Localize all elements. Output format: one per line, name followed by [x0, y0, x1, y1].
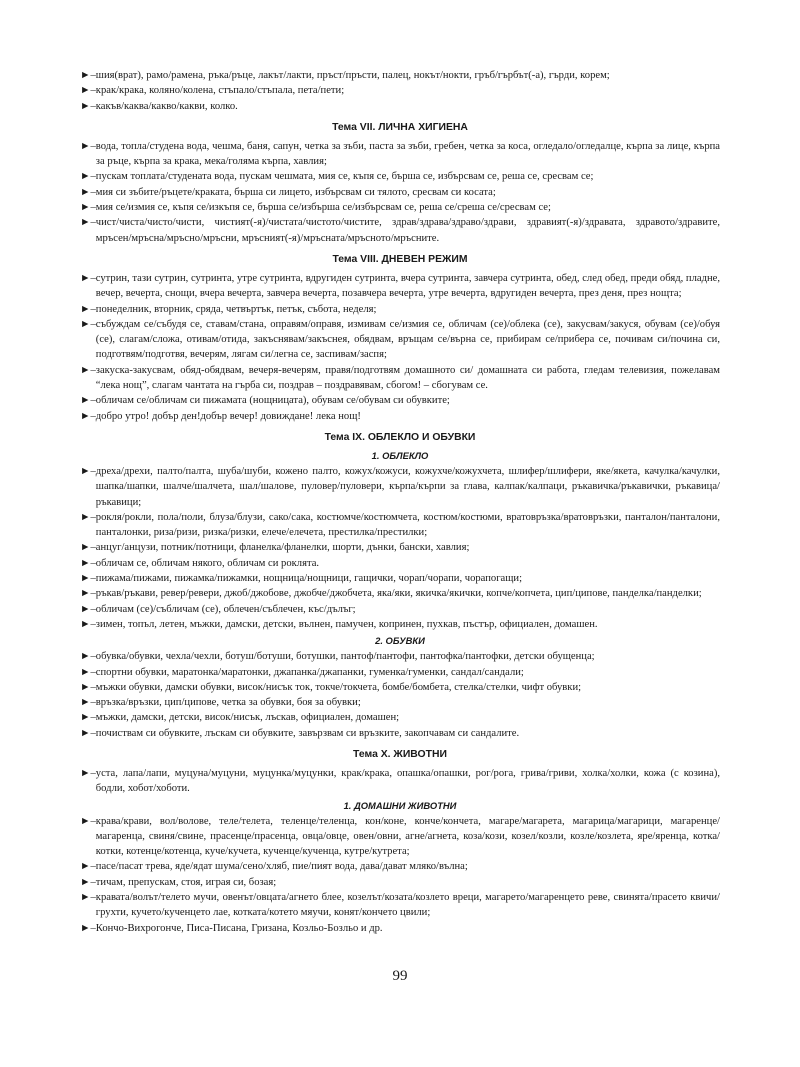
list-item-text: вода, топла/студена вода, чешма, баня, сапун, четка за зъби, паста за зъби, гребен, четка за коса, огледало/огледалце, кърпа за лице, кърпа за ръце, кърпа за крака, мека/голяма кърпа, хавлия;	[95, 140, 720, 168]
list-item	[80, 409, 720, 424]
list-item	[80, 215, 720, 246]
bullet-arrow-icon: ►–	[80, 318, 96, 330]
list-item	[80, 710, 720, 725]
list-item-text: мия се/измия се, къпя се/изкъпя се, бърша се/избърша се/избърсвам се, реша се/среша се/сресвам се;	[95, 202, 551, 214]
bullet-arrow-icon: ►–	[80, 70, 96, 81]
list-item	[80, 875, 720, 890]
bullet-arrow-icon: ►–	[80, 100, 96, 112]
list-item	[80, 393, 720, 408]
bullet-arrow-icon: ►–	[80, 697, 96, 709]
list-item	[80, 556, 720, 571]
list-item	[80, 571, 720, 586]
bullet-arrow-icon: ►–	[80, 876, 96, 888]
bullet-arrow-icon: ►–	[80, 767, 96, 779]
list-item-text: мия си зъбите/ръцете/краката, бърша си лицето, избърсвам си тялото, сресвам си косата;	[95, 186, 496, 198]
bullet-arrow-icon: ►–	[80, 364, 96, 376]
list-item	[80, 200, 720, 215]
list-item-text: зимен, топъл, летен, мъжки, дамски, детски, вълнен, памучен, копринен, пухкав, пъстър, официален, домашен.	[95, 618, 598, 630]
list-item-text: чист/чиста/чисто/чисти, чистият(-я)/чистата/чистото/чистите, здрав/здрава/здраво/здрави, здравият(-я)/здравата, здравото/здравите, мръсен/мръсна/мръсно/мръсни, мръсният(-я)/мръсната/мръсното/мръсните.	[95, 217, 720, 244]
list-item-text: събуждам се/събудя се, ставам/стана, оправям/оправя, измивам се/измия се, обличам (се)/облека (се), закусвам/закуся, обувам (се)/обуя (се), слагам/сложа, отивам/отида, закъснявам/закъснея, обядвам, връщам се/върна се, прибирам се/прибера се, почивам си/почина си, подготвям/подготвя, вечерям, лягам си/легна се, заспивам/заспя;	[95, 318, 720, 361]
bullet-arrow-icon: ►–	[80, 465, 96, 477]
list-item-text: крава/крави, вол/волове, теле/телета, теленце/теленца, кон/коне, конче/кончета, магаре/магарета, магарица/магарици, магаренце/магаренца, свиня/свине, прасенце/прасенца, овца/овце, овен/овни, агне/агнета, коза/кози, козел/козли, козле/козлета, яре/яренца, котка/котки, котенце/котенца, куче/кучета, кученце/кученца, кутре/кутрета;	[95, 815, 720, 858]
list-item-text: тичам, препускам, стоя, играя си, бозая;	[95, 876, 277, 888]
list-item	[80, 665, 720, 680]
bullet-arrow-icon: ►–	[80, 171, 96, 183]
bullet-arrow-icon: ►–	[80, 303, 96, 315]
bullet-arrow-icon: ►–	[80, 618, 96, 630]
section-heading: Тема X. ЖИВОТНИ	[353, 748, 447, 760]
bullet-arrow-icon: ►–	[80, 186, 96, 198]
list-item-text: пускам топлата/студената вода, пускам чешмата, мия се, къпя се, бърша се, избърсвам се, реша се, сресвам се;	[95, 171, 594, 183]
bullet-arrow-icon: ►–	[80, 588, 96, 600]
bullet-arrow-icon: ►–	[80, 542, 96, 554]
bullet-arrow-icon: ►–	[80, 410, 96, 422]
list-item-text: закуска-закусвам, обяд-обядвам, вечеря-вечерям, правя/подготвям домашното си/ домашната си работа, гледам телевизия, пожелавам “лека нощ”, слагам чантата на гърба си, поздрав – поздравявам, сбогом! – сбогувам се.	[95, 364, 720, 392]
list-item	[80, 169, 720, 184]
list-item	[80, 649, 720, 664]
list-item-text: сутрин, тази сутрин, сутринта, утре сутринта, вдругиден сутринта, вчера сутринта, завчера сутринта, обед, след обед, преди обяд, пладне, вечер, вечерта, снощи, вчера вечерта, завчера вечерта, позавчера вечерта, утре вечерта, вдругиден вечерта, през деня, през нощта;	[95, 272, 720, 300]
list-item	[80, 540, 720, 555]
bullet-arrow-icon: ►–	[80, 651, 96, 663]
bullet-arrow-icon: ►–	[80, 603, 96, 615]
list-item-text: какъв/каква/какво/какви, колко.	[95, 100, 238, 112]
bullet-arrow-icon: ►–	[80, 217, 96, 229]
bullet-arrow-icon: ►–	[80, 666, 96, 678]
page-content	[80, 68, 720, 936]
bullet-arrow-icon: ►–	[80, 85, 96, 97]
list-item	[80, 890, 720, 921]
list-item	[80, 921, 720, 936]
list-item	[80, 726, 720, 741]
list-item	[80, 602, 720, 617]
section-heading: Тема IX. ОБЛЕКЛО И ОБУВКИ	[324, 431, 476, 443]
page-number: 99	[392, 968, 408, 984]
bullet-arrow-icon: ►–	[80, 573, 96, 585]
list-item	[80, 464, 720, 510]
bullet-arrow-icon: ►–	[80, 892, 96, 904]
list-item-text: обувка/обувки, чехла/чехли, ботуш/ботуши, ботушки, пантоф/пантофи, пантофка/пантофки, детски обущенца;	[95, 651, 595, 663]
list-item-text: анцуг/анцузи, потник/потници, фланелка/фланелки, шорти, дънки, бански, хавлия;	[95, 542, 470, 554]
list-item-text: обличам се/обличам си пижамата (нощницата), обувам се/обувам си обувките;	[95, 395, 450, 407]
list-item	[80, 185, 720, 200]
list-item	[80, 617, 720, 632]
list-item	[80, 814, 720, 860]
bullet-arrow-icon: ►–	[80, 712, 96, 724]
list-item	[80, 317, 720, 363]
list-item-text: кравата/волът/телето мучи, овенът/овцата/агнето блее, козелът/козата/козлето вреци, магарето/магаренцето реве, свинята/прасето квичи/грухти, кучето/кученцето лае, котката/котето мяучи, конят/кончето цвили;	[95, 892, 720, 919]
list-item-text: уста, лапа/лапи, муцуна/муцуни, муцунка/муцунки, крак/крака, опашка/опашки, рог/рога, грива/гриви, холка/холки, кожа (с козина), бодли, хобот/хоботи.	[95, 767, 720, 795]
list-item-text: ръкав/ръкави, ревер/ревери, джоб/джобове, джобче/джобчета, яка/яки, якичка/якички, копче/копчета, цип/ципове, панделка/панделки;	[95, 588, 702, 600]
bullet-arrow-icon: ►–	[80, 272, 96, 284]
bullet-arrow-icon: ►–	[80, 202, 96, 214]
bullet-arrow-icon: ►–	[80, 727, 96, 739]
list-item	[80, 83, 720, 98]
section-heading: Тема VIII. ДНЕВЕН РЕЖИМ	[332, 253, 468, 265]
list-item-text: добро утро! добър ден!добър вечер! довиждане! лека нощ!	[95, 410, 361, 422]
section-subheading: 2. ОБУВКИ	[375, 635, 425, 647]
list-item-text: дреха/дрехи, палто/палта, шуба/шуби, кожено палто, кожух/кожуси, кожухче/кожухчета, шлифер/шлифери, яке/якета, качулка/качулки, шапка/шапки, шалче/шалчета, шал/шалове, пуловер/пуловери, кърпа/кърпи за глава, калпак/калпаци, ръкавичка/ръкавички, ръкавица/ръкавици;	[95, 465, 720, 508]
list-item	[80, 363, 720, 394]
list-item	[80, 695, 720, 710]
list-item	[80, 766, 720, 797]
bullet-arrow-icon: ►–	[80, 395, 96, 407]
list-item-text: мъжки, дамски, детски, висок/нисък, лъскав, официален, домашен;	[95, 712, 400, 724]
list-item-text: понеделник, вторник, сряда, четвъртък, петък, събота, неделя;	[95, 303, 377, 315]
list-item	[80, 586, 720, 601]
list-item-text: обличам се, обличам някого, обличам си роклята.	[95, 557, 320, 569]
list-item-text: мъжки обувки, дамски обувки, висок/нисък ток, токче/токчета, бомбе/бомбета, стелка/стелки, чифт обувки;	[95, 681, 582, 693]
list-item	[80, 680, 720, 695]
list-item	[80, 302, 720, 317]
list-item-text: крак/крака, коляно/колена, стъпало/стъпала, пета/пети;	[95, 85, 345, 97]
list-item-text: пасе/пасат трева, яде/ядат шума/сено/хляб, пие/пият вода, дава/дават мляко/вълна;	[95, 861, 468, 873]
section-subheading: 1. ОБЛЕКЛО	[371, 449, 429, 461]
list-item	[80, 859, 720, 874]
list-item	[80, 510, 720, 541]
bullet-arrow-icon: ►–	[80, 140, 96, 152]
list-item	[80, 139, 720, 170]
section-subheading: 1. ДОМАШНИ ЖИВОТНИ	[343, 799, 457, 811]
list-item-text: спортни обувки, маратонка/маратонки, джапанка/джапанки, гуменка/гуменки, сандал/сандали;	[95, 666, 524, 678]
bullet-arrow-icon: ►–	[80, 922, 96, 934]
list-item-text: почиствам си обувките, лъскам си обувките, завързвам си връзките, закопчавам си сандалите.	[95, 727, 520, 739]
list-item	[80, 99, 720, 114]
bullet-arrow-icon: ►–	[80, 511, 96, 523]
list-item-text: пижама/пижами, пижамка/пижамки, нощница/нощници, гащички, чорап/чорапи, чорапогащи;	[95, 573, 523, 585]
bullet-arrow-icon: ►–	[80, 681, 96, 693]
list-item-text: рокля/рокли, пола/поли, блуза/блузи, сако/сака, костюмче/костюмчета, костюм/костюми, вратовръзка/вратовръзки, панталон/панталони, панталонки, риза/ризи, ризка/ризки, елече/елечета, престилка/престилки;	[95, 511, 720, 539]
bullet-arrow-icon: ►–	[80, 557, 96, 569]
list-item-text: Кончо-Вихрогонче, Писа-Писана, Гризана, Козльо-Бозльо и др.	[95, 922, 383, 934]
section-heading: Тема VII. ЛИЧНА ХИГИЕНА	[332, 121, 468, 133]
list-item-text: обличам (се)/събличам (се), облечен/съблечен, къс/дълъг;	[95, 603, 356, 615]
list-item	[80, 271, 720, 302]
bullet-arrow-icon: ►–	[80, 815, 96, 827]
bullet-arrow-icon: ►–	[80, 861, 96, 873]
list-item	[80, 68, 720, 83]
list-item-text: връзка/връзки, цип/ципове, четка за обувки, боя за обувки;	[95, 697, 361, 709]
list-item-text: шия(врат), рамо/рамена, ръка/ръце, лакът/лакти, пръст/пръсти, палец, нокът/нокти, гръб/гърбът(-а), гърди, корем;	[95, 70, 610, 81]
